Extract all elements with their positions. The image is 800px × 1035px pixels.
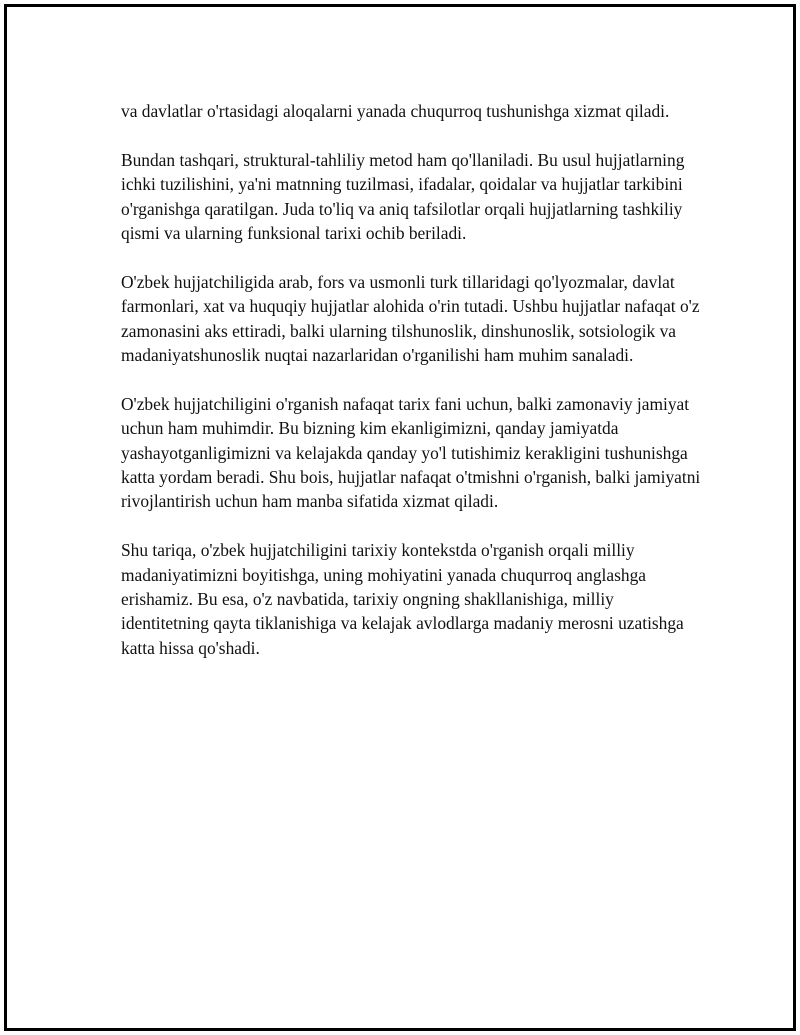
paragraph-1: va davlatlar o'rtasidagi aloqalarni yanada chuqurroq tushunishga xizmat qiladi. <box>121 101 670 121</box>
document-body <box>121 99 701 685</box>
paragraph-4: O'zbek hujjatchiligini o'rganish nafaqat tarix fani uchun, balki zamonaviy jamiyat uchun ham muhimdir. Bu bizning kim ekanligimizni, qanday jamiyatda yashayotganligimizni va kelajakda qanday yo'l tutishimiz kerakligini tushunishga katta yordam beradi. Shu bois, hujjatlar nafaqat o'tmishni o'rganish, balki jamiyatni rivojlantirish uchun ham manba sifatida xizmat qiladi. <box>121 393 701 512</box>
paragraph-2: Bundan tashqari, struktural-tahliliy metod ham qo'llaniladi. Bu usul hujjatlarning ichki tuzilishini, ya'ni matnning tuzilmasi, ifadalar, qoidalar va hujjatlar tarkibini o'rganishga qaratilgan. Juda to'liq va aniq tafsilotlar orqali hujjatlarning tashkiliy qismi va ularning funksional tarixi ochib beriladi. <box>121 149 685 244</box>
paragraph-5: Shu tariqa, o'zbek hujjatchiligini tarixiy kontekstda o'rganish orqali milliy madaniyatimizni boyitishga, uning mohiyatini yanada chuqurroq anglashga erishamiz. Bu esa, o'z navbatida, tarixiy ongning shakllanishiga, milliy identitetning qayta tiklanishiga va kelajak avlodlarga madaniy merosni uzatishga katta hissa qo'shadi. <box>121 540 684 658</box>
document-page <box>4 4 796 1031</box>
paragraph-3: O'zbek hujjatchiligida arab, fors va usmonli turk tillaridagi qo'lyozmalar, davlat farmonlari, xat va huquqiy hujjatlar alohida o'rin tutadi. Ushbu hujjatlar nafaqat o'z zamonasini aks ettiradi, balki ularning tilshunoslik, dinshunoslik, sotsiologik va madaniyatshunoslik nuqtai nazarlaridan o'rganilishi ham muhim sanaladi. <box>121 271 700 366</box>
